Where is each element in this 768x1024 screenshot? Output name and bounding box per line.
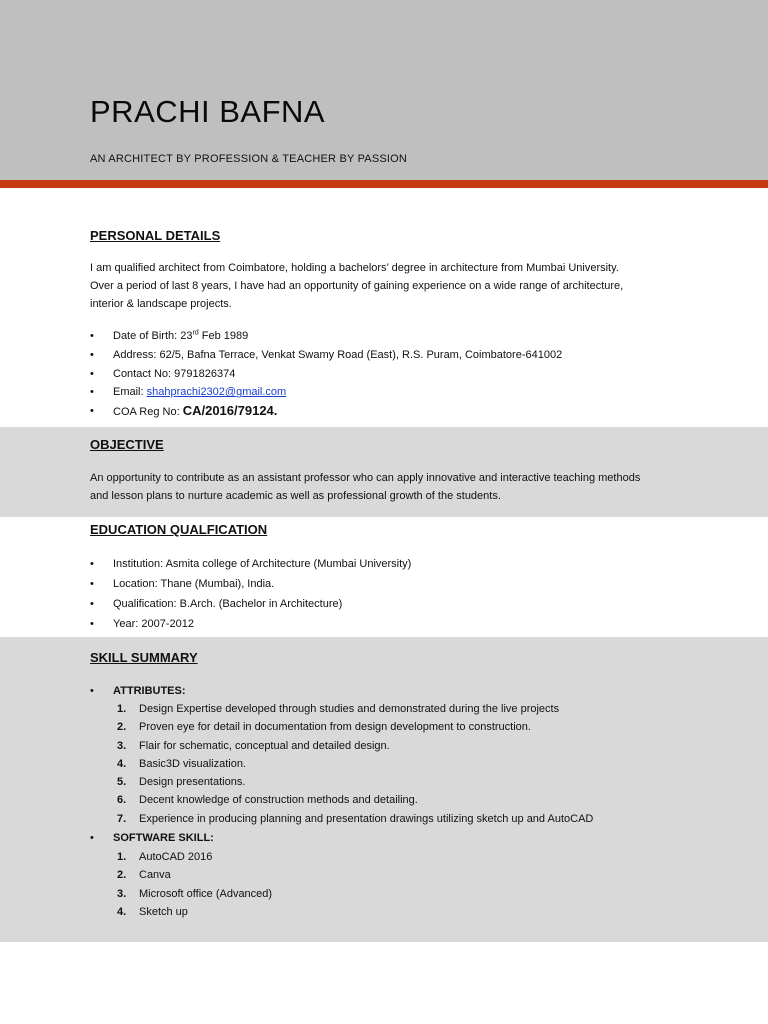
education-heading: EDUCATION QUALFICATION [90, 522, 268, 537]
bullet-icon: • [90, 405, 94, 418]
education-location: Location: Thane (Mumbai), India. [113, 578, 275, 590]
education-qualification: Qualification: B.Arch. (Bachelor in Architecture) [113, 598, 343, 610]
bullet-icon: • [90, 832, 94, 844]
software-item [117, 866, 272, 884]
education-item [90, 594, 411, 614]
software-item [117, 848, 272, 866]
software-list [117, 848, 272, 921]
software-text: AutoCAD 2016 [139, 851, 213, 863]
item-number: 1. [117, 851, 127, 863]
bullet-icon: • [90, 367, 94, 380]
summary-line: interior & landscape projects. [90, 298, 232, 310]
attribute-text: Proven eye for detail in documentation from design development to construction. [139, 721, 531, 734]
software-label-item [90, 829, 214, 847]
bullet-icon: • [90, 618, 94, 630]
summary-line: I am qualified architect from Coimbatore, holding a bachelors’ degree in architecture from Mumbai University. [90, 262, 619, 274]
software-label: SOFTWARE SKILL: [113, 832, 214, 844]
attribute-item [117, 700, 593, 718]
item-number: 2. [117, 721, 127, 734]
address-text: Address: 62/5, Bafna Terrace, Venkat Swamy Road (East), R.S. Puram, Coimbatore-641002 [113, 348, 563, 361]
dob-rest: Feb 1989 [198, 330, 249, 342]
education-list [90, 554, 411, 634]
address-item [90, 346, 562, 365]
dob-item [90, 327, 562, 346]
attribute-item [117, 737, 593, 755]
item-number: 2. [117, 869, 127, 882]
attribute-text: Design presentations. [139, 776, 246, 789]
education-item [90, 554, 411, 574]
bullet-icon: • [90, 558, 94, 570]
attributes-bullet [90, 682, 186, 700]
bullet-icon: • [90, 330, 94, 342]
attribute-text: Design Expertise developed through studies and demonstrated during the live projects [139, 703, 560, 715]
item-number: 5. [117, 776, 127, 789]
item-number: 6. [117, 794, 127, 807]
bullet-icon: • [90, 386, 94, 399]
attribute-item [117, 791, 593, 809]
objective-heading: OBJECTIVE [90, 437, 164, 452]
attribute-item [117, 810, 593, 828]
attribute-text: Basic3D visualization. [139, 757, 246, 770]
education-institution: Institution: Asmita college of Architecture (Mumbai University) [113, 558, 412, 570]
attribute-text: Decent knowledge of construction methods and detailing. [139, 794, 418, 807]
candidate-name: PRACHI BAFNA [90, 94, 326, 129]
skill-summary-heading: SKILL SUMMARY [90, 650, 198, 665]
dob-superscript: rd [192, 329, 199, 337]
email-link[interactable]: shahprachi2302@gmail.com [146, 386, 287, 399]
attribute-item [117, 718, 593, 736]
bullet-icon: • [90, 598, 94, 610]
tagline: AN ARCHITECT BY PROFESSION & TEACHER BY PASSION [90, 153, 408, 165]
item-number: 4. [117, 905, 127, 918]
item-number: 1. [117, 703, 127, 715]
bullet-icon: • [90, 578, 94, 590]
objective-line: and lesson plans to nurture academic as well as professional growth of the students. [90, 490, 501, 502]
software-text: Canva [139, 869, 171, 882]
accent-bar [0, 180, 768, 188]
item-number: 3. [117, 887, 127, 900]
contact-text: Contact No: 9791826374 [113, 367, 236, 380]
personal-details-heading: PERSONAL DETAILS [90, 228, 221, 243]
education-year: Year: 2007-2012 [113, 618, 194, 630]
education-item [90, 614, 411, 634]
email-label: Email: [113, 386, 147, 399]
personal-summary [90, 259, 690, 313]
bullet-icon: • [90, 348, 94, 361]
objective-text [90, 469, 690, 505]
attributes-list [117, 700, 593, 828]
attributes-label-item [90, 682, 186, 700]
personal-details-list [90, 327, 562, 421]
contact-item [90, 365, 562, 384]
item-number: 3. [117, 739, 127, 752]
objective-line: An opportunity to contribute as an assistant professor who can apply innovative and interactive teaching methods [90, 472, 641, 484]
coa-label: COA Reg No: [113, 406, 183, 419]
summary-line: Over a period of last 8 years, I have had an opportunity of gaining experience on a wide range of architecture, [90, 280, 624, 292]
software-text: Microsoft office (Advanced) [139, 887, 273, 900]
software-item [117, 903, 272, 921]
software-bullet [90, 829, 214, 847]
dob-label: Date of Birth: 23 [113, 330, 193, 342]
coa-item [90, 402, 562, 421]
email-item [90, 383, 562, 402]
attribute-text: Experience in producing planning and presentation drawings utilizing sketch up and AutoCAD [139, 812, 594, 825]
bullet-icon: • [90, 685, 94, 697]
item-number: 4. [117, 757, 127, 770]
coa-value: CA/2016/79124. [182, 403, 278, 419]
item-number: 7. [117, 812, 127, 825]
header-banner [0, 0, 768, 180]
software-text: Sketch up [139, 905, 188, 918]
software-item [117, 885, 272, 903]
attribute-item [117, 773, 593, 791]
education-item [90, 574, 411, 594]
attribute-text: Flair for schematic, conceptual and detailed design. [139, 739, 390, 752]
attributes-label: ATTRIBUTES: [113, 685, 186, 697]
attribute-item [117, 755, 593, 773]
